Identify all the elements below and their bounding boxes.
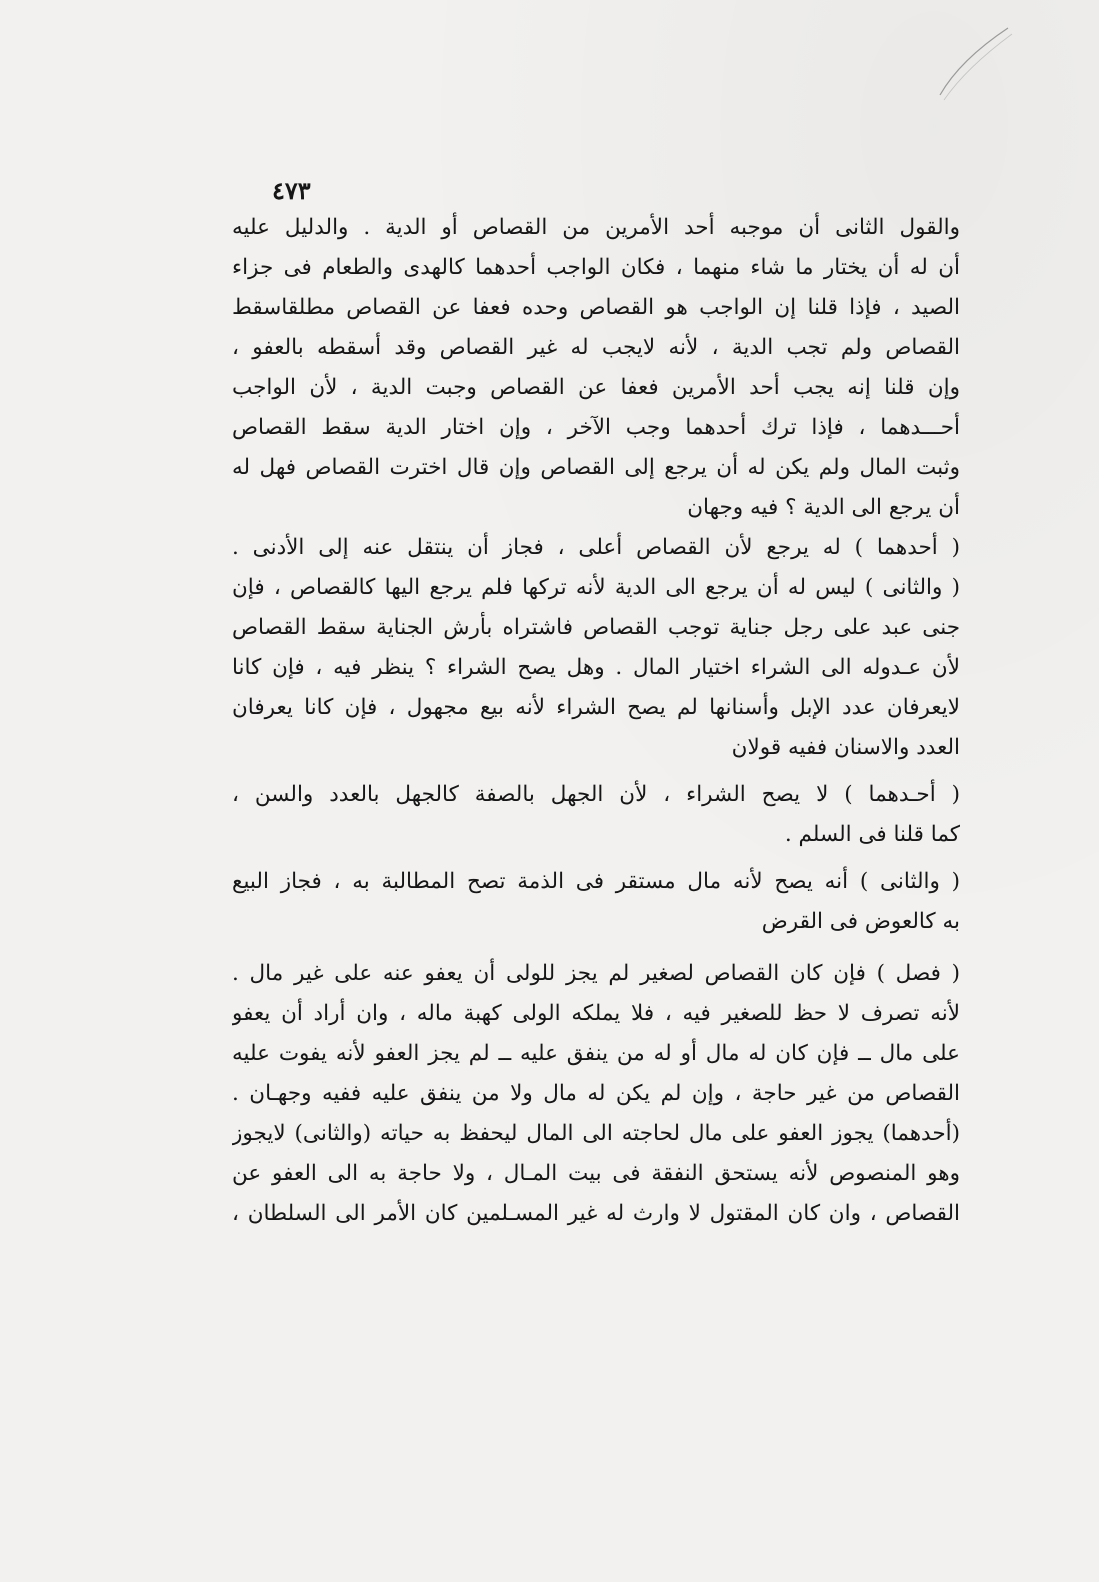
page-number: ٤٧٣ (272, 176, 311, 205)
text-line: ( أحدهما ) له يرجع لأن القصاص أعلى ، فجاز أن ينتقل عنه إلى الأدنى . (232, 535, 960, 560)
text-line: وإن قلنا إنه يجب أحد الأمرين فعفا عن القصاص وجبت الدية ، لأن الواجب (232, 375, 960, 400)
text-line: ( فصل ) فإن كان القصاص لصغير لم يجز للولى أن يعفو عنه على غير مال . (232, 961, 960, 986)
text-line: (أحدهما) يجوز العفو على مال لحاجته الى المال ليحفظ به حياته (والثانى) لايجوز (232, 1121, 960, 1146)
text-line: على مال ــ فإن كان له مال أو له من ينفق عليه ــ لم يجز العفو لأنه يفوت عليه (232, 1041, 960, 1066)
text-line: لايعرفان عدد الإبل وأسنانها لم يصح الشراء لأنه بيع مجهول ، فإن كانا يعرفان (232, 695, 960, 720)
text-line: أن له أن يختار ما شاء منهما ، فكان الواجب أحدهما كالهدى والطعام فى جزاء (232, 255, 960, 280)
text-line: العدد والاسنان ففيه قولان (731, 735, 960, 760)
text-line: والقول الثانى أن موجبه أحد الأمرين من القصاص أو الدية . والدليل عليه (232, 215, 960, 240)
page-corner-crease (930, 20, 1020, 110)
text-line: أحـــدهما ، فإذا ترك أحدهما وجب الآخر ، وإن اختار الدية سقط القصاص (232, 415, 960, 440)
text-line: أن يرجع الى الدية ؟ فيه وجهان (687, 495, 960, 520)
body-text (232, 208, 960, 1234)
text-line: ( أحـدهما ) لا يصح الشراء ، لأن الجهل بالصفة كالجهل بالعدد والسن ، (232, 782, 960, 807)
text-line: لأن عـدوله الى الشراء اختيار المال . وهل يصح الشراء ؟ ينظر فيه ، فإن كانا (232, 655, 960, 680)
text-line: وثبت المال ولم يكن له أن يرجع إلى القصاص وإن قال اخترت القصاص فهل له (232, 455, 960, 480)
text-line: القصاص من غير حاجة ، وإن لم يكن له مال ولا من ينفق عليه ففيه وجهـان . (232, 1081, 960, 1106)
text-line: ( والثانى ) أنه يصح لأنه مال مستقر فى الذمة تصح المطالبة به ، فجاز البيع (232, 869, 960, 894)
text-line: لأنه تصرف لا حظ للصغير فيه ، فلا يملكه الولى كهبة ماله ، وان أراد أن يعفو (232, 1001, 960, 1026)
text-line: كما قلنا فى السلم . (784, 822, 960, 847)
text-line: جنى عبد على رجل جناية توجب القصاص فاشتراه بأرش الجناية سقط القصاص (232, 615, 960, 640)
text-line: القصاص ولم تجب الدية ، لأنه لايجب له غير القصاص وقد أسقطه بالعفو ، (232, 335, 960, 360)
text-line: الصيد ، فإذا قلنا إن الواجب هو القصاص وحده فعفا عن القصاص مطلقاسقط (232, 295, 960, 320)
text-line: القصاص ، وان كان المقتول لا وارث له غير المسـلمين كان الأمر الى السلطان ، (232, 1201, 960, 1226)
text-line: وهو المنصوص لأنه يستحق النفقة فى بيت المـال ، ولا حاجة به الى العفو عن (232, 1161, 960, 1186)
text-line: ( والثانى ) ليس له أن يرجع الى الدية لأنه تركها فلم يرجع اليها كالقصاص ، فإن (232, 575, 960, 600)
text-line: به كالعوض فى القرض (761, 909, 960, 934)
